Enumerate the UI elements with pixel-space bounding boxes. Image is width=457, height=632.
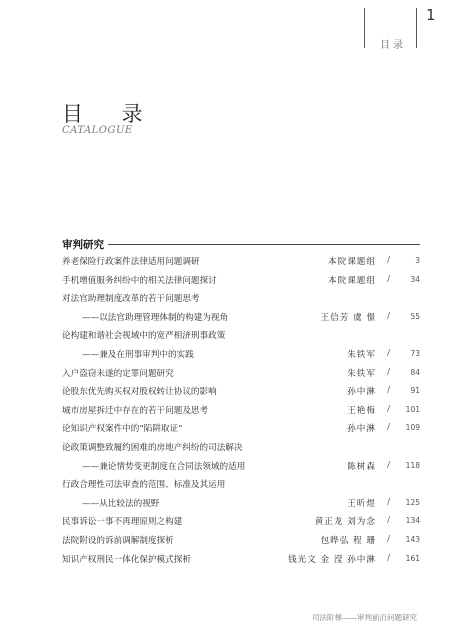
- toc-entry-page: 101: [405, 404, 420, 414]
- toc-entry-title: ——以法官助理管理体制的构建为视角: [82, 312, 229, 323]
- toc-entry-separator: /: [387, 273, 390, 284]
- toc-entry-separator: /: [387, 496, 390, 507]
- toc-entry-page: 84: [410, 367, 420, 377]
- toc-entry-separator: /: [387, 533, 390, 544]
- toc-entry-author: 孙中淋: [347, 424, 376, 435]
- toc-entry-page: 73: [410, 348, 420, 358]
- toc-entry-page: 118: [405, 460, 420, 470]
- toc-entry-author: 王艳梅: [347, 405, 376, 416]
- running-head: 目录: [380, 40, 406, 51]
- toc-entry-title: 行政合理性司法审查的范围、标准及其运用: [62, 480, 226, 491]
- page-title: 目 录: [62, 102, 159, 126]
- toc-entry-title: ——兼及在刑事审判中的实践: [82, 349, 194, 360]
- toc-entry[interactable]: [62, 364, 420, 383]
- toc-entry-page: 91: [410, 386, 420, 396]
- toc-entry-author: 本院课题组: [328, 275, 376, 286]
- section-heading: [62, 238, 420, 252]
- toc-entry-separator: /: [387, 552, 390, 563]
- toc-entry-page: 34: [410, 274, 420, 284]
- toc-entry[interactable]: [62, 438, 420, 457]
- toc-entry-separator: /: [387, 422, 390, 433]
- toc-entry[interactable]: [62, 419, 420, 438]
- toc-entry-author: 本院课题组: [328, 257, 376, 267]
- toc-entry-title: 论股东优先购买权对股权转让协议的影响: [62, 387, 217, 398]
- toc-entry-author: 朱铁军: [347, 368, 376, 379]
- toc-entry-separator: /: [387, 347, 390, 358]
- toc-entry[interactable]: [62, 326, 420, 345]
- toc-entry-author: 王信芳 虞 憬: [320, 312, 376, 323]
- toc-entry-title: ——兼论情势变更制度在合同法领域的适用: [82, 461, 246, 472]
- toc-entry-separator: /: [387, 385, 390, 396]
- toc-entry-page: 143: [405, 534, 420, 544]
- toc-entry[interactable]: [62, 531, 420, 550]
- toc-entry-title: 对法官助理制度改革的若干问题思考: [62, 294, 200, 305]
- toc-entry-title: 论政策调整致履约困难的房地产纠纷的司法解决: [62, 442, 243, 453]
- toc-entry-author: 王昕煜: [347, 498, 376, 509]
- toc-entry-title: 论构建和谐社会视域中的宽严相济刑事政策: [62, 331, 226, 342]
- toc-entry-author: 陈树森: [347, 461, 376, 472]
- toc-entry[interactable]: [62, 401, 420, 420]
- toc-entry-title: 手机增值服务纠纷中的相关法律问题探讨: [62, 275, 217, 286]
- toc-entry-separator: /: [387, 366, 390, 377]
- toc-entry-page: 125: [405, 497, 420, 507]
- toc-entry[interactable]: [62, 494, 420, 513]
- toc-entry-separator: /: [387, 403, 390, 414]
- page-header: [0, 0, 457, 50]
- toc-entry-page: 3: [415, 256, 420, 265]
- page-number: 1: [426, 6, 436, 24]
- toc-entry-separator: /: [387, 310, 390, 321]
- header-divider-left: [364, 8, 365, 48]
- toc-entry-page: 55: [410, 311, 420, 321]
- toc-list: [62, 252, 420, 568]
- toc-entry-author: 朱铁军: [347, 349, 376, 360]
- header-divider-right: [416, 8, 417, 48]
- toc-entry-title: 法院附设的诉前调解制度探析: [62, 535, 174, 546]
- toc-entry[interactable]: [62, 345, 420, 364]
- toc-entry[interactable]: [62, 308, 420, 327]
- toc-entry-title: 入户盗窃未遂的定罪问题研究: [62, 368, 174, 379]
- toc-entry-title: 知识产权刑民一体化保护模式探析: [62, 554, 191, 565]
- toc-entry-separator: /: [387, 459, 390, 470]
- toc-entry-page: 134: [405, 516, 420, 526]
- toc-entry-title: 民事诉讼一事不再理原则之构建: [62, 517, 183, 528]
- toc-entry-author: 孙中淋: [347, 387, 376, 398]
- toc-entry-author: 钱光文 金 滢 孙中淋: [288, 554, 376, 565]
- toc-entry[interactable]: [62, 550, 420, 569]
- toc-entry[interactable]: [62, 457, 420, 476]
- toc-entry-separator: /: [387, 255, 390, 265]
- section-rule: [62, 244, 420, 245]
- toc-entry-separator: /: [387, 515, 390, 526]
- toc-entry-title: 养老保险行政案件法律适用问题调研: [62, 257, 200, 267]
- toc-entry-title: 论知识产权案件中的“陷阱取证”: [62, 424, 183, 435]
- toc-entry[interactable]: [62, 382, 420, 401]
- toc-entry[interactable]: [62, 475, 420, 494]
- toc-entry-author: 包晔弘 程 珊: [320, 535, 376, 546]
- page-footer: 司法阶梯——审判前沿问题研究: [312, 613, 417, 622]
- toc-entry-title: 城市房屋拆迁中存在的若干问题及思考: [62, 405, 209, 416]
- page-subtitle: CATALOGUE: [62, 125, 133, 136]
- section-label: 审判研究: [62, 237, 108, 252]
- toc-entry[interactable]: [62, 252, 420, 271]
- toc-entry-title: ——从比较法的视野: [82, 498, 160, 509]
- toc-entry-author: 黄正龙 刘为念: [314, 517, 376, 528]
- toc-entry-page: 109: [405, 423, 420, 433]
- toc-entry[interactable]: [62, 512, 420, 531]
- toc-entry-page: 161: [405, 553, 420, 563]
- toc-entry[interactable]: [62, 289, 420, 308]
- toc-entry[interactable]: [62, 271, 420, 290]
